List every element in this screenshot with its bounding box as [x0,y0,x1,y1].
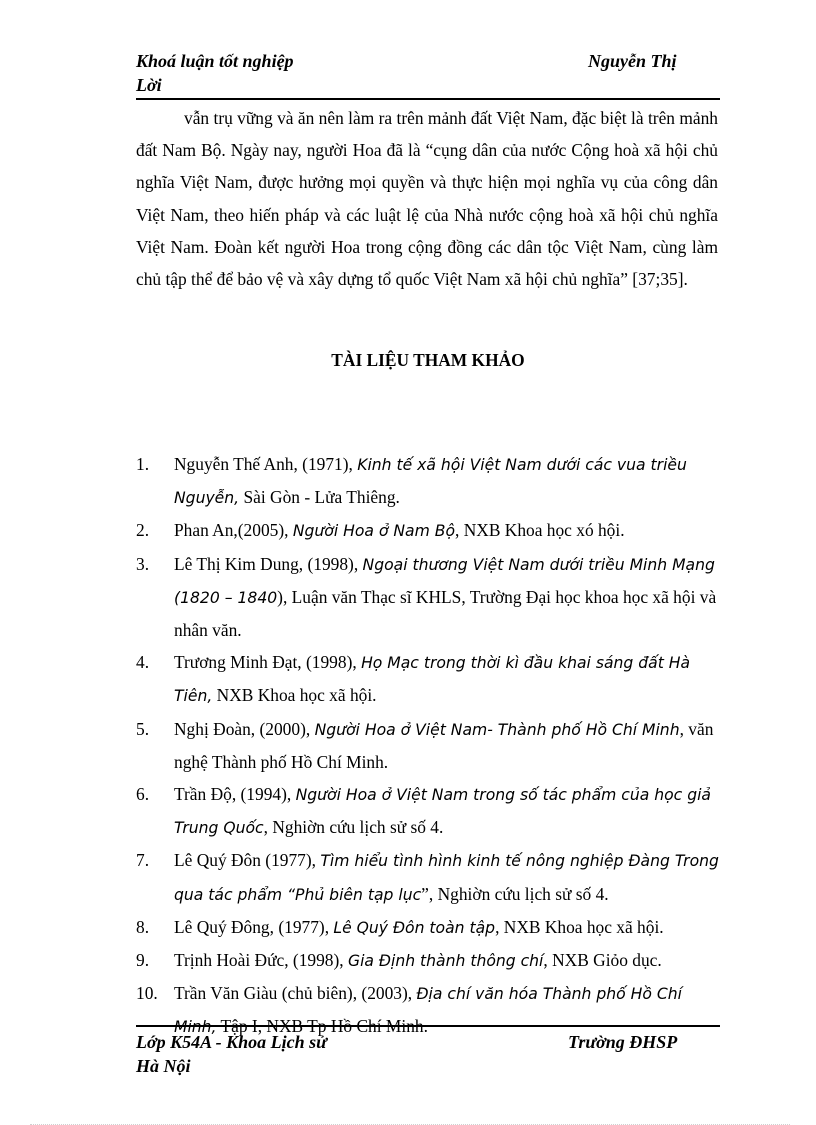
reference-item [136,514,720,547]
reference-number: 7. [136,850,150,871]
header-left [136,49,294,97]
header-divider [136,98,720,100]
reference-number: 9. [136,950,150,971]
footer-left [136,1030,327,1078]
body-paragraph: vẫn trụ vững và ăn nên làm ra trên mảnh đất Việt Nam, đặc biệt là trên mảnh đất Nam Bộ. Ngày nay, người Hoa đã là “cụng dân của nước Cộng hoà xã hội chủ nghĩa Việt Nam, được hưởng mọi quyền và thực hiện mọi nghĩa vụ của công dân Việt Nam, theo hiến pháp và các luật lệ của Nhà nước cộng hoà xã hội chủ nghĩa Việt Nam. Đoàn kết người Hoa trong cộng đồng các dân tộc Việt Nam, cùng làm chủ tập thể để bảo vệ và xây dựng tổ quốc Việt Nam xã hội chủ nghĩa” [37;35]. [136,108,718,290]
reference-title: Tìm hiểu tình hình kinh tế nông nghiệp Đàng Trong qua tác phẩm “Phủ biên tạp lục [174,852,719,904]
footer-city-label: Hà Nội [136,1056,191,1076]
footer-divider [136,1025,720,1027]
reference-author-year: Nghị Đoàn, (2000), [174,718,315,739]
reference-author-year: Trần Văn Giàu (chủ biên), (2003), [174,983,417,1004]
reference-publisher: , NXB Khoa học xó hội. [455,520,625,541]
reference-title: Kinh tế xã hội Việt Nam dưới các vua triều Nguyễn, [174,456,687,508]
reference-publisher: NXB Khoa học xã hội. [212,685,377,706]
reference-title: Địa chí văn hóa Thành phố Hồ Chí Minh, [174,985,682,1037]
reference-title: Gia Định thành thông chí [347,952,544,971]
reference-author-year: Lê Quý Đôn (1977), [174,850,321,871]
references-title: TÀI LIỆU THAM KHẢO [331,350,525,370]
reference-number: 8. [136,916,150,937]
reference-publisher: , NXB Giỏo dục. [543,950,662,971]
reference-author-year: Lê Quý Đông, (1977), [174,916,334,937]
reference-publisher: ”, Nghiờn cứu lịch sử số 4. [421,883,609,904]
reference-item [136,548,720,647]
reference-title: Họ Mạc trong thời kì đầu khai sáng đất Hà Tiên, [174,654,691,706]
header-thesis-label-cont: Lời [136,75,162,95]
reference-title: Người Hoa ở Việt Nam- Thành phố Hồ Chí Minh [314,720,680,739]
footer-class-label: Lớp K54A - Khoa Lịch sử [136,1032,327,1052]
reference-title: Ngoại thương Việt Nam dưới triều Minh Mạng (1820 – 1840 [174,555,715,607]
references-list [136,448,720,1044]
reference-item [136,713,720,778]
reference-author-year: Lê Thị Kim Dung, (1998), [174,553,363,574]
reference-item [136,944,720,977]
reference-publisher: , Nghiờn cứu lịch sử số 4. [263,817,444,838]
reference-author-year: Trịnh Hoài Đức, (1998), [174,950,348,971]
reference-number: 2. [136,520,150,541]
reference-title: Người Hoa ở Việt Nam trong số tác phẩm của học giả Trung Quốc [174,786,711,838]
reference-number: 1. [136,454,150,474]
reference-publisher: , NXB Khoa học xã hội. [495,916,664,937]
header-author: Nguyễn Thị [588,51,677,71]
reference-publisher: , văn nghệ Thành phố Hồ Chí Minh. [174,718,714,772]
footer-university: Trường ĐHSP [568,1032,678,1052]
reference-author-year: Nguyễn Thế Anh, (1971), [174,454,358,474]
reference-title: Lê Quý Đôn toàn tập [333,918,496,937]
reference-item [136,778,720,844]
reference-number: 10. [136,983,158,1004]
reference-title: Người Hoa ở Nam Bộ [292,522,456,541]
reference-author-year: Phan An,(2005), [174,520,293,541]
header-thesis-label: Khoá luận tốt nghiệp [136,51,294,71]
reference-publisher: Sài Gòn - Lửa Thiêng. [239,487,400,508]
reference-author-year: Trần Độ, (1994), [174,784,296,805]
reference-publisher: Tập I, NXB Tp Hồ Chí Minh. [216,1016,428,1037]
reference-item [136,448,720,514]
reference-item [136,844,720,910]
reference-number: 4. [136,652,150,673]
reference-item [136,646,720,712]
reference-number: 5. [136,718,150,739]
reference-number: 6. [136,784,150,805]
reference-number: 3. [136,553,150,574]
reference-author-year: Trương Minh Đạt, (1998), [174,652,362,673]
reference-publisher: ), Luận văn Thạc sĩ KHLS, Trường Đại học khoa học xã hội và nhân văn. [174,586,717,641]
reference-item [136,911,720,944]
